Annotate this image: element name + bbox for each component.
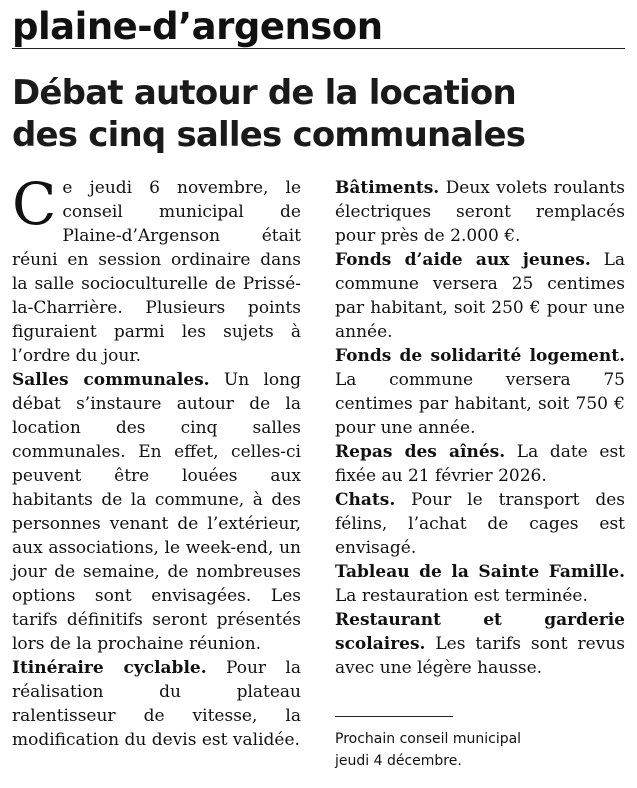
section-text: La date est fixée au 21 février 2026. — [335, 442, 625, 486]
section-text: La commune versera 25 centimes par habitant, soit 250 € pour une année. — [335, 250, 625, 342]
section-title: Fonds d’aide aux jeunes. — [335, 250, 591, 270]
section-text: La commune versera 75 centimes par habitant, soit 750 € pour une année. — [335, 370, 625, 438]
next-meeting-note — [335, 728, 625, 772]
headline-line-1: Débat autour de la location — [12, 73, 516, 113]
section-text: Les tarifs sont revus avec une légère hausse. — [335, 634, 625, 678]
section-kicker — [12, 6, 625, 49]
section-text: Un long débat s’instaure autour de la location des cinq salles communales. En effet, celles-ci peuvent être louées aux habitants de la commune, à des personnes venant de l’extérieur, aux associations, le week-end, un jour de semaine, de nombreuses options sont envisagées. Les tarifs définitifs seront présentés lors de la prochaine réunion. — [12, 370, 301, 654]
section-title: Bâtiments. — [335, 178, 440, 198]
right-column — [335, 176, 625, 680]
section-text: La restauration est terminée. — [335, 586, 588, 606]
section-title: Fonds de solidarité logement. — [335, 346, 625, 366]
section-paragraph — [335, 176, 625, 248]
section-paragraph — [12, 656, 301, 752]
section-paragraph — [335, 608, 625, 680]
intro-text: e jeudi 6 novembre, le conseil municipal de Plaine-d’Argenson était réuni en session ordinaire dans la salle socioculturelle de Prissé-la-Charrière. Plusieurs points figuraient parmi les sujets à l’ordre du jour. — [12, 178, 301, 366]
headline-line-2: des cinq salles communales — [12, 115, 526, 155]
left-column — [12, 170, 301, 752]
article-headline — [12, 72, 627, 156]
section-title: Itinéraire cyclable. — [12, 658, 207, 678]
section-paragraph — [335, 488, 625, 560]
next-meeting-line-2: jeudi 4 décembre. — [335, 753, 462, 769]
section-paragraph — [335, 248, 625, 344]
section-title: Restaurant et garderie scolaires. — [335, 610, 625, 654]
section-title: Tableau de la Sainte Famille. — [335, 562, 625, 582]
section-paragraph — [335, 344, 625, 440]
section-title: Repas des aînés. — [335, 442, 506, 462]
section-title: Salles communales. — [12, 370, 210, 390]
section-paragraph — [335, 440, 625, 488]
section-text: Pour le transport des félins, l’achat de cages est envisagé. — [335, 490, 625, 558]
drop-cap: C — [12, 170, 57, 238]
section-paragraph — [335, 560, 625, 608]
footer-divider — [335, 716, 453, 717]
section-title: Chats. — [335, 490, 396, 510]
section-text: Pour la réalisation du plateau ralentisseur de vitesse, la modification du devis est validée. — [12, 658, 301, 750]
section-paragraph — [12, 368, 301, 656]
kicker-text: plaine-d’argenson — [12, 5, 391, 48]
section-text: Deux volets roulants électriques seront remplacés pour près de 2.000 €. — [335, 178, 625, 246]
intro-paragraph — [12, 170, 301, 368]
next-meeting-line-1: Prochain conseil municipal — [335, 731, 522, 747]
